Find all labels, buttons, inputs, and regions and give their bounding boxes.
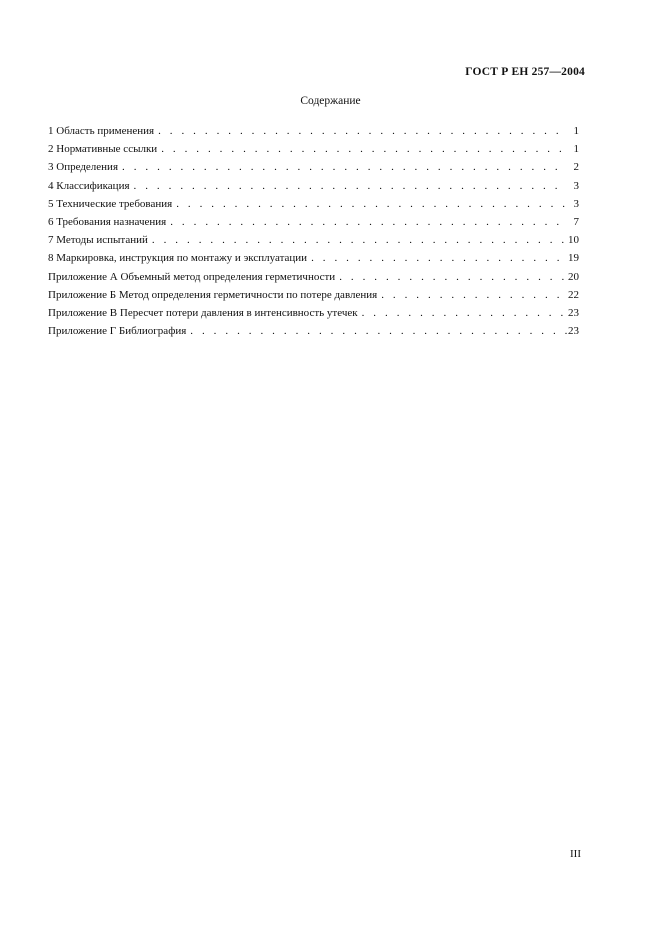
toc-entry[interactable] <box>48 286 579 304</box>
toc-entry-label: 1 Область применения <box>48 125 155 137</box>
toc-entry-label: 4 Классификация <box>48 179 130 192</box>
toc-dot-leader <box>130 177 567 195</box>
toc-dot-leader <box>377 286 567 304</box>
toc-entry-label: 8 Маркировка, инструкция по монтажу и эксплуатации <box>48 252 308 265</box>
toc-dot-leader <box>166 213 567 231</box>
toc-entry-label: Приложение Г Библиография <box>48 325 187 338</box>
toc-entry-page: 23 <box>568 306 579 319</box>
toc-entry-label: Приложение В Пересчет потери давления в интенсивность утечек <box>48 306 358 319</box>
toc-entry-page: 7 <box>573 215 579 228</box>
toc-entry[interactable] <box>48 195 579 213</box>
toc-dot-leader <box>358 304 567 322</box>
toc-entry[interactable] <box>48 177 579 195</box>
toc-entry-label: 5 Технические требования <box>48 197 173 210</box>
toc-entry[interactable] <box>48 304 579 322</box>
toc-entry[interactable] <box>48 213 579 231</box>
toc-entry-page: 1 <box>573 143 579 156</box>
toc-entry-label: 7 Методы испытаний <box>48 234 148 247</box>
toc-dot-leader <box>172 195 567 213</box>
toc-entry[interactable] <box>48 268 579 286</box>
toc-dot-leader <box>335 268 567 286</box>
toc-entry-label: 2 Нормативные ссылки <box>48 143 158 156</box>
toc-entry-page: 1 <box>573 125 579 137</box>
table-of-contents <box>48 122 579 340</box>
page-number: III <box>570 848 581 860</box>
toc-entry[interactable] <box>48 140 579 158</box>
toc-entry[interactable] <box>48 231 579 249</box>
toc-entry[interactable] <box>48 322 579 340</box>
toc-dot-leader <box>307 249 567 267</box>
toc-entry-page: 3 <box>573 179 579 192</box>
toc-dot-leader <box>118 158 567 176</box>
toc-entry-label: 3 Определения <box>48 161 119 174</box>
toc-entry-label: 6 Требования назначения <box>48 215 167 228</box>
toc-entry[interactable] <box>48 249 579 267</box>
toc-entry-page: 2 <box>573 161 579 174</box>
toc-entry-page: 19 <box>568 252 579 265</box>
toc-entry[interactable] <box>48 122 579 140</box>
toc-entry-page: 3 <box>573 197 579 210</box>
toc-entry-label: Приложение Б Метод определения герметичности по потере давления <box>48 288 378 301</box>
toc-entry-page: 23 <box>568 325 579 338</box>
toc-entry-page: 22 <box>568 288 579 301</box>
toc-dot-leader <box>186 322 567 340</box>
toc-entry-page: 20 <box>568 270 579 283</box>
toc-dot-leader <box>148 231 567 249</box>
document-code: ГОСТ Р ЕН 257—2004 <box>465 66 585 78</box>
toc-dot-leader <box>154 122 567 140</box>
toc-title: Содержание <box>300 95 361 107</box>
toc-entry-label: Приложение А Объемный метод определения герметичности <box>48 270 336 283</box>
toc-entry-page: 10 <box>568 234 579 247</box>
toc-dot-leader <box>157 140 567 158</box>
toc-entry[interactable] <box>48 158 579 176</box>
